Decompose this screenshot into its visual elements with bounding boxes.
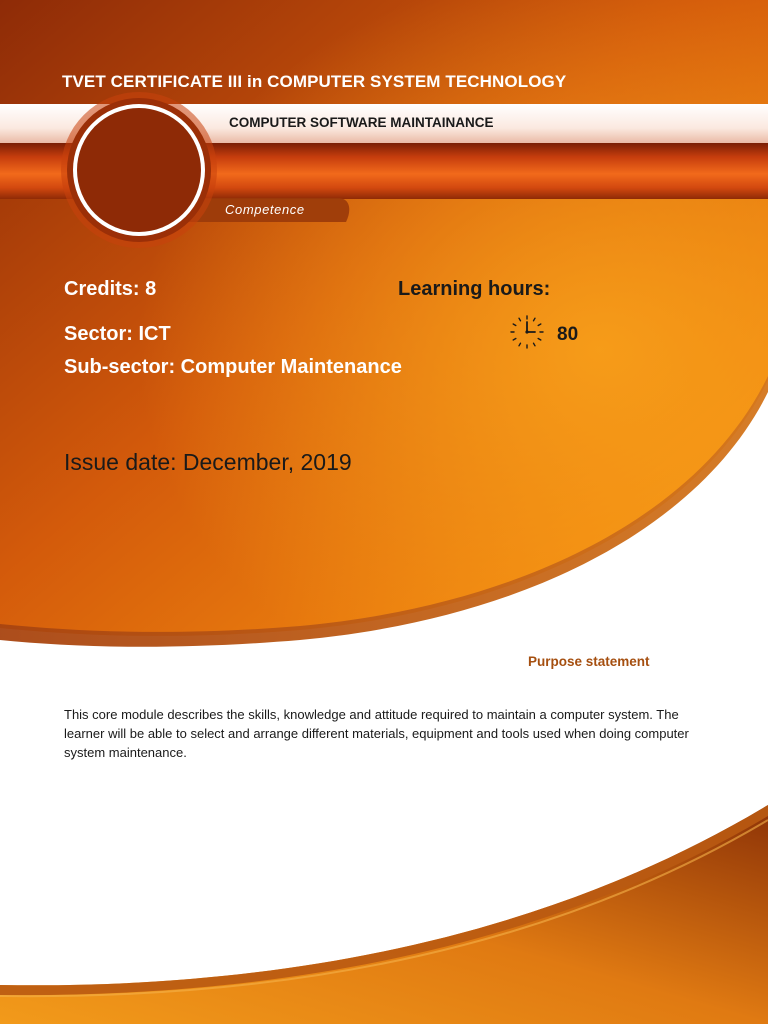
learning-hours-value: 80 xyxy=(557,324,579,345)
module-name: COMPUTER SOFTWARE MAINTAINANCE xyxy=(229,115,494,130)
issue-date: Issue date: December, 2019 xyxy=(64,449,352,475)
learning-hours-label: Learning hours: xyxy=(398,278,551,300)
competence-label: Competence xyxy=(225,202,305,217)
credits: Credits: 8 xyxy=(64,278,157,300)
purpose-statement-title: Purpose statement xyxy=(528,654,650,669)
certificate-title: TVET CERTIFICATE III in COMPUTER SYSTEM TECHNOLOGY xyxy=(62,72,567,91)
clock-icon xyxy=(508,313,546,351)
sub-sector: Sub-sector: Computer Maintenance xyxy=(64,356,402,378)
purpose-statement-text: This core module describes the skills, knowledge and attitude required to maintain a computer system. The learner will be able to select and arrange different materials, equipment and tools used when doing computer system maintenance. xyxy=(64,707,689,760)
sector: Sector: ICT xyxy=(64,323,171,345)
